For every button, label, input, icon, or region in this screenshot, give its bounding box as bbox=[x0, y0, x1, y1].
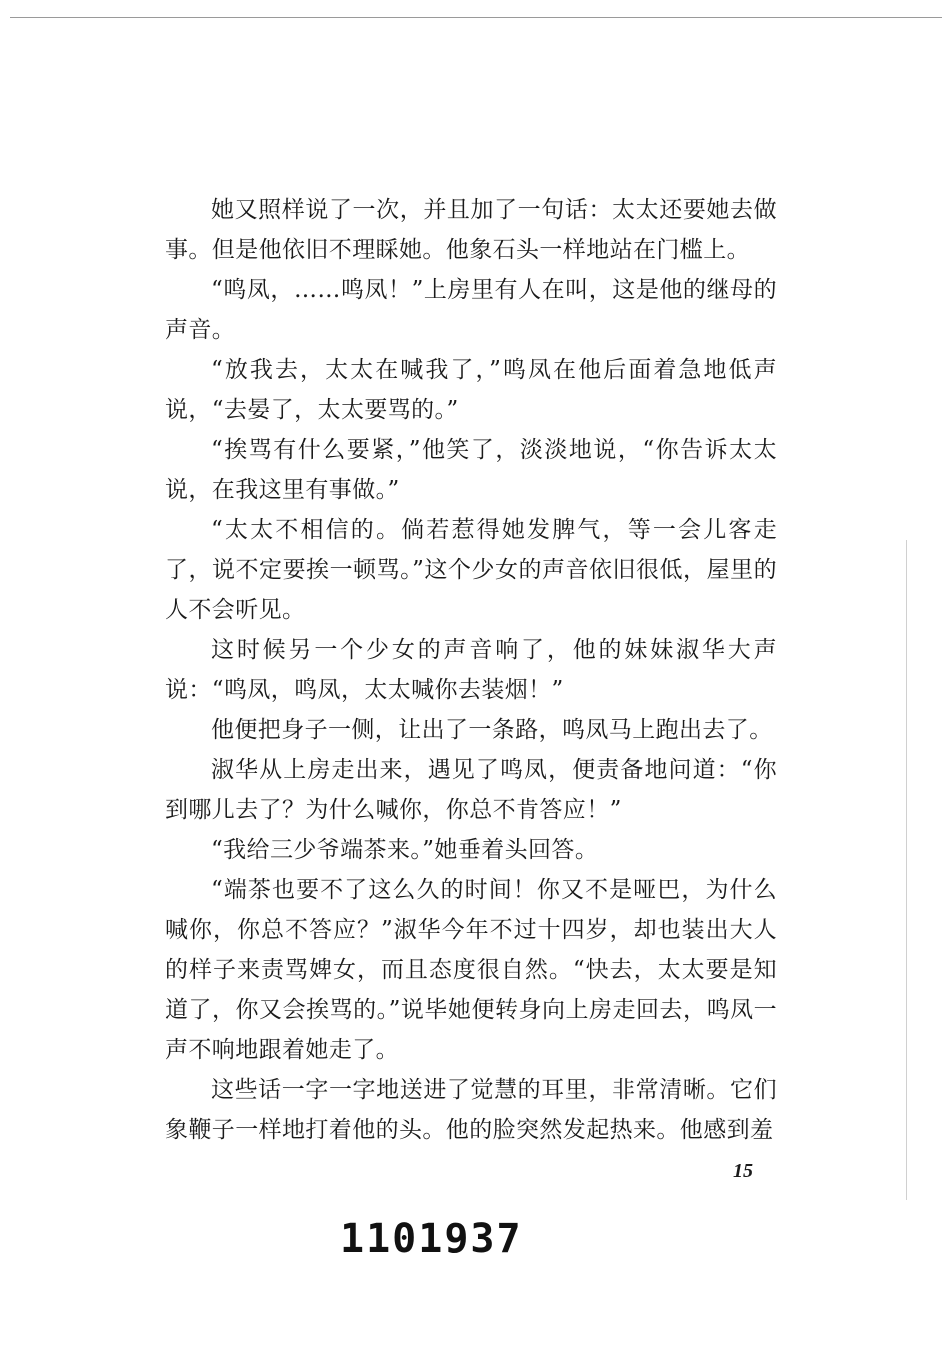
paragraph: “端茶也要不了这么久的时间！你又不是哑巴，为什么喊你，你总不答应？”淑华今年不过十四岁，却也装出大人的样子来责骂婢女，而且态度很自然。“快去，太太要是知道了，你又会挨骂的。”说毕她便转身向上房走回去，鸣凤一声不响地跟着她走了。 bbox=[165, 877, 777, 1063]
paragraph: “放我去，太太在喊我了，”鸣凤在他后面着急地低声说，“去晏了，太太要骂的。” bbox=[165, 357, 777, 423]
page-number: 15 bbox=[733, 1160, 753, 1182]
paragraph: “我给三少爷端茶来。”她垂着头回答。 bbox=[211, 837, 599, 863]
paragraph: “鸣凤，……鸣凤！”上房里有人在叫，这是他的继母的声音。 bbox=[165, 277, 777, 343]
stamp-number: 1101937 bbox=[340, 1216, 523, 1262]
paragraph: 他便把身子一侧，让出了一条路，鸣凤马上跑出去了。 bbox=[211, 717, 773, 743]
paragraph: “太太不相信的。倘若惹得她发脾气，等一会儿客走了，说不定要挨一顿骂。”这个少女的声音依旧很低，屋里的人不会听见。 bbox=[165, 517, 777, 623]
body-text bbox=[165, 190, 777, 1150]
top-rule bbox=[10, 17, 942, 18]
binding-edge-line bbox=[906, 540, 907, 1200]
paragraph: 这些话一字一字地送进了觉慧的耳里，非常清晰。它们象鞭子一样地打着他的头。他的脸突然发起热来。他感到羞 bbox=[165, 1077, 777, 1143]
paragraph: 这时候另一个少女的声音响了，他的妹妹淑华大声说：“鸣凤，鸣凤，太太喊你去装烟！” bbox=[165, 637, 777, 703]
paragraph: 她又照样说了一次，并且加了一句话：太太还要她去做事。但是他依旧不理睬她。他象石头一样地站在门槛上。 bbox=[165, 197, 777, 263]
paragraph: 淑华从上房走出来，遇见了鸣凤，便责备地问道：“你到哪儿去了？为什么喊你，你总不肯答应！” bbox=[165, 757, 777, 823]
paragraph: “挨骂有什么要紧，”他笑了，淡淡地说，“你告诉太太说，在我这里有事做。” bbox=[165, 437, 777, 503]
